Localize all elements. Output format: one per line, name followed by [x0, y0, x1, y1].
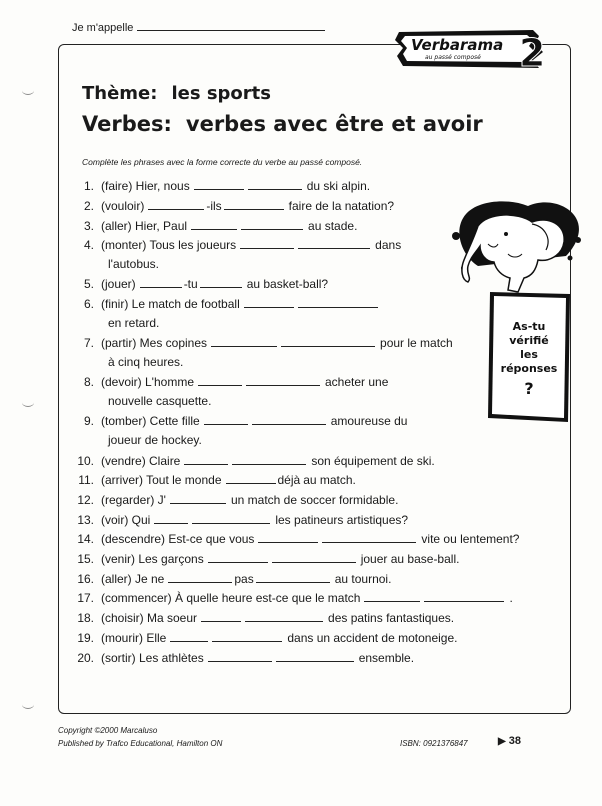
mascot-line-2: vérifié [509, 334, 549, 347]
question-prompt: (mourir) Elle [101, 631, 167, 645]
question-prompt: (devoir) L'homme [101, 375, 194, 389]
question-item [74, 198, 394, 213]
question-prompt: (choisir) Ma soeur [101, 611, 198, 625]
binder-hole-mark [22, 86, 34, 95]
question-number: 3. [83, 219, 94, 233]
answer-blank[interactable] [241, 218, 303, 230]
logo-subtitle: au passé composé [425, 54, 481, 61]
question-end-text: au tournoi. [334, 572, 392, 586]
question-end-text: pour le match [380, 336, 453, 350]
question-end-text: acheter une [325, 375, 389, 389]
question-continuation: l'autobus. [108, 257, 159, 271]
answer-blank[interactable] [204, 413, 248, 425]
question-item [74, 590, 513, 605]
mascot-line-4: réponses [500, 362, 558, 375]
answer-blank[interactable] [276, 650, 354, 662]
theme-label: Thème: [82, 83, 158, 104]
question-number: 19. [77, 631, 94, 645]
mascot-line-3: les [520, 348, 538, 361]
question-prompt: (monter) Tous les joueurs [101, 238, 237, 252]
binder-hole-mark [22, 398, 34, 407]
question-number: 20. [77, 651, 94, 665]
question-middle-text: déjà [277, 473, 301, 487]
answer-blank[interactable] [252, 413, 326, 425]
question-number: 6. [83, 297, 94, 311]
question-item [74, 610, 454, 625]
question-prompt: (voir) Qui [101, 513, 151, 527]
question-continuation: à cinq heures. [108, 355, 184, 369]
question-end-text: les patineurs artistiques? [275, 513, 409, 527]
theme-value: les sports [171, 83, 271, 104]
answer-blank[interactable] [168, 571, 232, 583]
answer-blank[interactable] [184, 453, 228, 465]
question-continuation: joueur de hockey. [108, 433, 202, 447]
question-number: 11. [78, 473, 94, 487]
question-middle-text: -ils [206, 199, 222, 213]
answer-blank[interactable] [244, 296, 294, 308]
answer-blank[interactable] [192, 512, 270, 524]
answer-blank[interactable] [272, 551, 356, 563]
binder-hole-mark [22, 700, 34, 709]
answer-blank[interactable] [258, 531, 318, 543]
answer-blank[interactable] [322, 531, 416, 543]
question-item [74, 374, 388, 389]
question-middle-text: -tu [183, 277, 198, 291]
question-prompt: (partir) Mes copines [101, 336, 208, 350]
question-prompt: (arriver) Tout le monde [101, 473, 222, 487]
answer-blank[interactable] [194, 178, 244, 190]
verbs-value: verbes avec être et avoir [185, 112, 483, 136]
question-prompt: (venir) Les garçons [101, 552, 204, 566]
answer-blank[interactable] [232, 453, 306, 465]
question-prompt: (tomber) Cette fille [101, 414, 200, 428]
answer-blank[interactable] [245, 610, 323, 622]
question-item [74, 630, 457, 645]
answer-blank[interactable] [424, 590, 504, 602]
question-item [74, 218, 357, 233]
question-item [74, 335, 453, 350]
answer-blank[interactable] [224, 198, 284, 210]
mascot-line-1: As-tu [512, 320, 546, 333]
answer-blank[interactable] [208, 551, 268, 563]
answer-blank[interactable] [226, 472, 276, 484]
question-item [74, 571, 391, 586]
question-item [74, 296, 380, 311]
question-item [74, 551, 459, 566]
instructions: Complète les phrases avec la forme correcte du verbe au passé composé. [82, 157, 363, 167]
question-end-text: son équipement de ski. [311, 454, 435, 468]
question-end-text: amoureuse du [330, 414, 408, 428]
answer-blank[interactable] [248, 178, 302, 190]
question-continuation: en retard. [108, 316, 160, 330]
question-prompt: (finir) Le match de football [101, 297, 240, 311]
question-end-text: dans [375, 238, 402, 252]
question-item [74, 237, 401, 252]
copyright-text: Copyright ©2000 Marcaluso [58, 726, 158, 735]
answer-blank[interactable] [201, 610, 241, 622]
logo-title: Verbarama [411, 36, 504, 54]
question-prompt: (descendre) Est-ce que vous [101, 532, 255, 546]
answer-blank[interactable] [148, 198, 204, 210]
answer-blank[interactable] [298, 237, 370, 249]
question-prompt: (sortir) Les athlètes [101, 651, 204, 665]
answer-blank[interactable] [208, 650, 272, 662]
elephant-icon [448, 196, 584, 426]
answer-blank[interactable] [154, 512, 188, 524]
question-number: 15. [77, 552, 94, 566]
question-prompt: (commencer) À quelle heure est-ce que le match [101, 591, 361, 605]
answer-blank[interactable] [240, 237, 294, 249]
question-item [74, 178, 370, 193]
question-number: 14. [77, 532, 94, 546]
question-prompt: (aller) Je ne [101, 572, 165, 586]
question-middle-text: pas [234, 572, 254, 586]
publisher-text: Published by Trafco Educational, Hamilton ON [58, 739, 223, 748]
name-field [72, 20, 325, 34]
question-prompt: (faire) Hier, nous [101, 179, 190, 193]
question-number: 8. [83, 375, 94, 389]
answer-blank[interactable] [211, 335, 277, 347]
answer-blank[interactable] [281, 335, 375, 347]
question-prompt: (regarder) J' [101, 493, 166, 507]
question-number: 5. [83, 277, 94, 291]
question-item [74, 472, 356, 487]
answer-blank[interactable] [140, 276, 182, 288]
question-number: 10. [77, 454, 94, 468]
question-number: 2. [83, 199, 94, 213]
answer-blank[interactable] [212, 630, 282, 642]
question-item [74, 650, 414, 665]
question-continuation: nouvelle casquette. [108, 394, 212, 408]
question-number: 17. [77, 591, 94, 605]
question-number: 12. [77, 493, 94, 507]
question-end-text: faire de la natation? [288, 199, 395, 213]
question-end-text: ensemble. [358, 651, 415, 665]
question-item [74, 276, 328, 291]
question-end-text: au basket-ball? [246, 277, 329, 291]
elephant-mascot [448, 196, 584, 426]
question-prompt: (jouer) [101, 277, 136, 291]
question-end-text: . [509, 591, 513, 605]
logo-number: 2 [519, 31, 546, 72]
question-end-text: jouer au base-ball. [360, 552, 460, 566]
verbarama-logo [393, 26, 553, 72]
page-arrow-icon: ▶ [498, 736, 506, 747]
verbs-heading [82, 112, 483, 136]
question-number: 13. [77, 513, 94, 527]
question-prompt: (vouloir) [101, 199, 145, 213]
name-blank[interactable] [137, 20, 325, 31]
answer-blank[interactable] [200, 276, 242, 288]
question-number: 7. [83, 336, 94, 350]
question-end-text: au match. [303, 473, 356, 487]
answer-blank[interactable] [256, 571, 330, 583]
question-item [74, 531, 519, 546]
question-number: 1. [83, 179, 94, 193]
question-end-text: vite ou lentement? [421, 532, 520, 546]
answer-blank[interactable] [246, 374, 320, 386]
answer-blank[interactable] [170, 630, 208, 642]
mascot-question-mark: ? [524, 379, 534, 398]
question-end-text: du ski alpin. [306, 179, 371, 193]
question-prompt: (vendre) Claire [101, 454, 181, 468]
question-number: 4. [83, 238, 94, 252]
verbs-label: Verbes: [82, 112, 172, 136]
page-number [498, 735, 521, 747]
question-end-text: un match de soccer formidable. [230, 493, 399, 507]
question-end-text: des patins fantastiques. [328, 611, 455, 625]
question-item [74, 453, 435, 468]
question-number: 16. [77, 572, 94, 586]
question-end-text: au stade. [308, 219, 358, 233]
answer-blank[interactable] [170, 492, 226, 504]
question-item [74, 512, 408, 527]
question-end-text: dans un accident de motoneige. [287, 631, 458, 645]
answer-blank[interactable] [191, 218, 237, 230]
isbn-text: ISBN: 0921376847 [400, 739, 468, 748]
question-number: 9. [83, 414, 94, 428]
page-number-value: 38 [508, 735, 522, 747]
question-prompt: (aller) Hier, Paul [101, 219, 188, 233]
question-item [74, 413, 407, 428]
name-label: Je m'appelle [72, 22, 134, 34]
question-item [74, 492, 398, 507]
answer-blank[interactable] [364, 590, 420, 602]
question-number: 18. [77, 611, 94, 625]
logo-badge [393, 26, 553, 72]
answer-blank[interactable] [298, 296, 378, 308]
theme-heading [82, 83, 271, 104]
answer-blank[interactable] [198, 374, 242, 386]
